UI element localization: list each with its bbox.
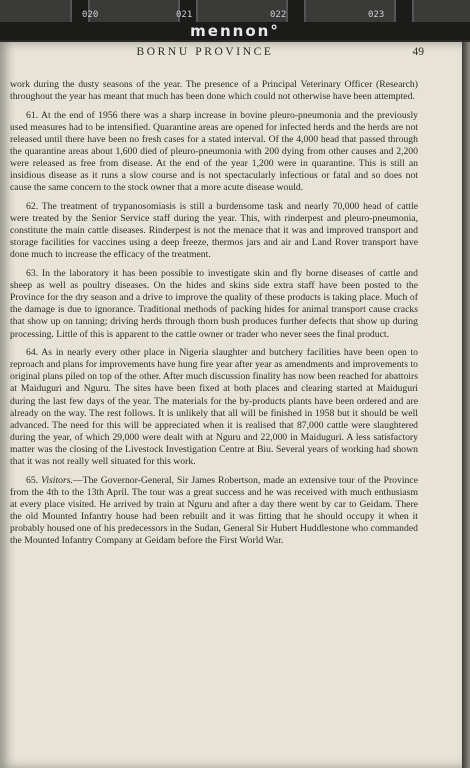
page-header [0, 46, 462, 62]
frame-number: 021 [176, 10, 193, 20]
paragraph-62: 62. The treatment of trypanosomiasis is still a burdensome task and nearly 70,000 head of cattle were treated by the Senior Service staff during the year. This, with rinderpest and pleuro-pneumonia, constitute the main cattle diseases. Rinderpest is not the menace that it was and improved transport and storage facilities for vaccines using a deep freeze, thermos jars and air and Land Rover transport have done much to increase the efficacy of the treatment. [10, 200, 418, 261]
paragraph-63: 63. In the laboratory it has been possible to investigate skin and fly borne diseases of cattle and sheep as well as poultry diseases. On the hides and skins side extra staff have been posted to the Province for the dry season and a drive to improve the quality of these products is taking place. Much of the damage is due to ignorance. Traditional methods of packing hides for animal transport cause cracks that show up on tanning; driving herds through thorn bush produces further defects that show up during processing. Little of this is apparent to the cattle owner or trader who never sees the final product. [10, 267, 418, 340]
paragraph-61: 61. At the end of 1956 there was a sharp increase in bovine pleuro-pneumonia and the previously used measures had to be intensified. Quarantine areas are opened for infected herds and the herds are not released until there have been no fresh cases for a stated interval. Of the 4,000 head that passed through the quarantine areas about 1,600 died of pleuro-pneumonia with 200 dying from other causes and 2,200 were released as free from disease. At the end of the year 1,200 were in quarantine. This is still an insidious disease as it runs a slow course and is not spectacularly infectious or fatal and so does not cause the same concern to the stock owner that a more acute disease would. [10, 109, 418, 194]
paragraph-continuation: work during the dusty seasons of the year. The presence of a Principal Veterinary Officer (Research) throughout the year has meant that much has been done which could not otherwise have been attempted. [10, 79, 418, 103]
film-frame [412, 0, 470, 22]
page-number: 49 [412, 46, 424, 58]
running-head: BORNU PROVINCE [136, 46, 274, 58]
paragraph-64: 64. As in nearly every other place in Nigeria slaughter and butchery facilities have been open to reproach and plans for improvements have hung fire year after year as amendments and improvements to original plans piled on top of the other. After much discussion finality has now been reached for abattoirs at Maiduguri and Nguru. The sites have been fixed at both places and clearing started at Maiduguri during the last few days of the year. The materials for the by-products plants have been ordered and are already on the way. The rest follows. It is unlikely that all will be finished in 1958 but it should be well advanced. The need for this will be appreciated when it is realised that 87,000 cattle were slaughtered during the year, of which 29,000 were dealt with at Nguru and 22,000 in Maiduguri. A less satisfactory matter was the closing of the Livestock Investigation Centre at Biu. Several years of working had shown that it was not really well situated for this work. [10, 346, 418, 468]
paragraph-65 [10, 475, 418, 548]
scanner-strip [0, 0, 470, 40]
film-frame [88, 0, 180, 22]
paragraph-body: —The Governor-General, Sir James Robertson, made an extensive tour of the Province from the 4th to the 13th April. The tour was a great success and he was received with much enthusiasm at every place visited. He arrived by train at Nguru and after a day there went by car to Geidam. There the old Mounted Infantry house had been rebuilt and it was fitting that he should occupy it when it probably housed one of his predecessors in the Sudan, General Sir Hubert Huddlestone who commanded the Mounted Infantry Company at Geidam before the First World War. [10, 474, 419, 547]
frame-number: 022 [270, 10, 287, 20]
body-text [10, 79, 418, 554]
frame-number: 023 [368, 10, 385, 20]
frame-number: 020 [82, 10, 99, 20]
section-heading-visitors: Visitors. [41, 474, 73, 486]
page-edge [462, 42, 470, 768]
paragraph-number: 65. [26, 474, 42, 486]
scanner-brand-logo: mennon° [190, 22, 280, 40]
film-frame-tabs [0, 0, 470, 22]
film-frame [0, 0, 72, 22]
